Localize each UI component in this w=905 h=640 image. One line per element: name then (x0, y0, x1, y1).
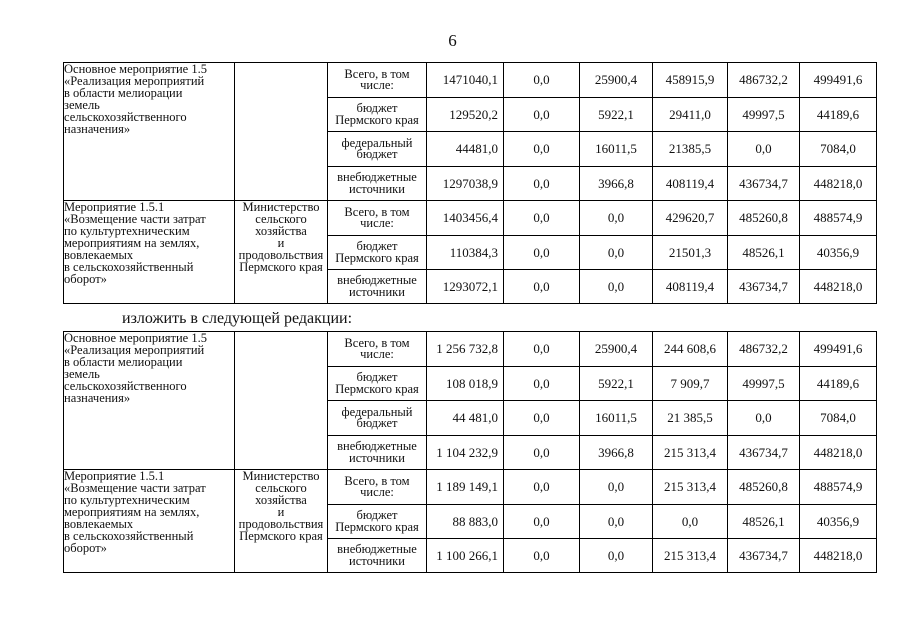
text-line: «Возмещение части затрат (64, 212, 206, 226)
text-line: бюджет (356, 370, 398, 384)
amount-cell: 436734,7 (728, 436, 800, 470)
amount-cell: 486732,2 (728, 332, 800, 367)
table-row (64, 332, 877, 367)
amount-cell: 0,0 (728, 132, 800, 167)
amount-cell: 448218,0 (800, 167, 877, 201)
amount-cell: 1 189 149,1 (427, 470, 504, 505)
amount-cell: 0,0 (580, 539, 653, 573)
executor-cell (235, 470, 328, 573)
measure-name-cell (64, 201, 235, 304)
text-line: «Возмещение части затрат (64, 481, 206, 495)
text-line: внебюджетные (337, 542, 417, 556)
amount-cell: 1293072,1 (427, 270, 504, 304)
funding-source-cell (328, 470, 427, 505)
text-line: назначения» (64, 391, 131, 405)
text-line: бюджет (356, 508, 398, 522)
amount-cell: 7084,0 (800, 401, 877, 436)
table-row (64, 201, 877, 236)
amount-cell: 485260,8 (728, 470, 800, 505)
funding-source-cell (328, 367, 427, 401)
amount-cell: 49997,5 (728, 98, 800, 132)
amount-cell: 0,0 (504, 270, 580, 304)
amount-cell: 436734,7 (728, 539, 800, 573)
text-line: сельского (255, 481, 307, 495)
text-line: источники (349, 450, 405, 465)
text-line: источники (349, 553, 405, 568)
funding-source-cell (328, 63, 427, 98)
amount-cell: 436734,7 (728, 270, 800, 304)
text-line: Мероприятие 1.5.1 (64, 469, 165, 483)
text-line: «Реализация мероприятий (64, 343, 205, 357)
amount-cell: 215 313,4 (653, 539, 728, 573)
text-line: земель (64, 98, 100, 112)
amount-cell: 0,0 (504, 132, 580, 167)
text-line: вовлекаемых (64, 517, 134, 531)
amount-cell: 488574,9 (800, 201, 877, 236)
text-line: бюджет (356, 239, 398, 253)
amount-cell: 48526,1 (728, 236, 800, 270)
funding-source-cell (328, 539, 427, 573)
amount-cell: 1471040,1 (427, 63, 504, 98)
amount-cell: 488574,9 (800, 470, 877, 505)
text-line: Пермского края (239, 529, 323, 543)
text-line: бюджет (356, 101, 398, 115)
text-line: сельскохозяйственного (64, 110, 187, 124)
text-line: хозяйства (255, 493, 307, 507)
text-line: в сельскохозяйственный (64, 260, 194, 274)
amount-cell: 1 256 732,8 (427, 332, 504, 367)
funding-source-cell (328, 436, 427, 470)
amount-cell: 21385,5 (653, 132, 728, 167)
amount-cell: 0,0 (504, 401, 580, 436)
amount-cell: 0,0 (728, 401, 800, 436)
amount-cell: 215 313,4 (653, 470, 728, 505)
amount-cell: 25900,4 (580, 63, 653, 98)
text-line: внебюджетные (337, 439, 417, 453)
amount-cell: 44189,6 (800, 98, 877, 132)
amount-cell: 1 104 232,9 (427, 436, 504, 470)
amount-cell: 499491,6 (800, 332, 877, 367)
text-line: продовольствия (238, 517, 324, 531)
text-line: Министерство (242, 200, 320, 214)
text-line: Пермского края (239, 260, 323, 274)
funding-source-cell (328, 401, 427, 436)
amount-cell: 44481,0 (427, 132, 504, 167)
amount-cell: 49997,5 (728, 367, 800, 401)
amount-cell: 215 313,4 (653, 436, 728, 470)
amount-cell: 5922,1 (580, 367, 653, 401)
revision-caption: изложить в следующей редакции: (122, 310, 353, 327)
text-line: Министерство (242, 469, 320, 483)
text-line: и (277, 236, 285, 250)
text-line: мероприятиям на землях, (64, 236, 200, 250)
table-row (64, 470, 877, 505)
amount-cell: 48526,1 (728, 505, 800, 539)
text-line: внебюджетные (337, 273, 417, 287)
amount-cell: 44 481,0 (427, 401, 504, 436)
amount-cell: 0,0 (504, 505, 580, 539)
text-line: по культуртехническим (64, 493, 190, 507)
amount-cell: 5922,1 (580, 98, 653, 132)
budget-table-old (63, 62, 877, 304)
amount-cell: 0,0 (504, 332, 580, 367)
text-line: оборот» (64, 541, 107, 555)
text-line: Пермского края (335, 381, 419, 396)
text-line: мероприятиям на землях, (64, 505, 200, 519)
amount-cell: 448218,0 (800, 270, 877, 304)
text-line: Мероприятие 1.5.1 (64, 200, 165, 214)
text-line: и (277, 505, 285, 519)
text-line: Всего, в том (344, 66, 410, 81)
text-line: числе: (360, 347, 394, 361)
funding-source-cell (328, 332, 427, 367)
funding-source-cell (328, 167, 427, 201)
text-line: источники (349, 284, 405, 299)
measure-name-cell (64, 63, 235, 201)
executor-cell (235, 201, 328, 304)
amount-cell: 16011,5 (580, 401, 653, 436)
amount-cell: 448218,0 (800, 539, 877, 573)
amount-cell: 448218,0 (800, 436, 877, 470)
amount-cell: 0,0 (504, 167, 580, 201)
amount-cell: 25900,4 (580, 332, 653, 367)
amount-cell: 29411,0 (653, 98, 728, 132)
text-line: Основное мероприятие 1.5 (64, 331, 207, 345)
amount-cell: 486732,2 (728, 63, 800, 98)
amount-cell: 429620,7 (653, 201, 728, 236)
text-line: Основное мероприятие 1.5 (64, 62, 207, 76)
text-line: в сельскохозяйственный (64, 529, 194, 543)
amount-cell: 3966,8 (580, 436, 653, 470)
text-line: числе: (360, 78, 394, 92)
text-line: федеральный (341, 135, 413, 150)
text-line: сельского (255, 212, 307, 226)
text-line: назначения» (64, 122, 131, 136)
text-line: Всего, в том (344, 204, 410, 219)
text-line: по культуртехническим (64, 224, 190, 238)
amount-cell: 0,0 (580, 270, 653, 304)
funding-source-cell (328, 270, 427, 304)
text-line: числе: (360, 485, 394, 499)
amount-cell: 16011,5 (580, 132, 653, 167)
amount-cell: 44189,6 (800, 367, 877, 401)
text-line: вовлекаемых (64, 248, 134, 262)
funding-source-cell (328, 132, 427, 167)
amount-cell: 0,0 (580, 236, 653, 270)
text-line: земель (64, 367, 100, 381)
amount-cell: 244 608,6 (653, 332, 728, 367)
amount-cell: 499491,6 (800, 63, 877, 98)
text-line: оборот» (64, 272, 107, 286)
amount-cell: 3966,8 (580, 167, 653, 201)
text-line: сельскохозяйственного (64, 379, 187, 393)
text-line: источники (349, 181, 405, 196)
table-row (64, 63, 877, 98)
amount-cell: 1 100 266,1 (427, 539, 504, 573)
text-line: хозяйства (255, 224, 307, 238)
amount-cell: 408119,4 (653, 167, 728, 201)
amount-cell: 436734,7 (728, 167, 800, 201)
text-line: в области мелиорации (64, 86, 183, 100)
amount-cell: 21 385,5 (653, 401, 728, 436)
amount-cell: 1403456,4 (427, 201, 504, 236)
text-line: продовольствия (238, 248, 324, 262)
amount-cell: 0,0 (504, 436, 580, 470)
funding-source-cell (328, 505, 427, 539)
text-line: бюджет (356, 147, 398, 161)
text-line: внебюджетные (337, 170, 417, 184)
amount-cell: 40356,9 (800, 505, 877, 539)
text-line: Пермского края (335, 112, 419, 127)
amount-cell: 0,0 (504, 539, 580, 573)
amount-cell: 408119,4 (653, 270, 728, 304)
amount-cell: 110384,3 (427, 236, 504, 270)
measure-name-cell (64, 470, 235, 573)
amount-cell: 0,0 (504, 236, 580, 270)
amount-cell: 7084,0 (800, 132, 877, 167)
text-line: Всего, в том (344, 335, 410, 350)
funding-source-cell (328, 98, 427, 132)
text-line: «Реализация мероприятий (64, 74, 205, 88)
text-line: Пермского края (335, 250, 419, 265)
amount-cell: 0,0 (580, 470, 653, 505)
amount-cell: 485260,8 (728, 201, 800, 236)
text-line: федеральный (341, 404, 413, 419)
executor-cell (235, 332, 328, 470)
amount-cell: 0,0 (653, 505, 728, 539)
amount-cell: 7 909,7 (653, 367, 728, 401)
amount-cell: 0,0 (580, 505, 653, 539)
amount-cell: 0,0 (504, 470, 580, 505)
budget-table-new (63, 331, 877, 573)
amount-cell: 40356,9 (800, 236, 877, 270)
amount-cell: 1297038,9 (427, 167, 504, 201)
page-number: 6 (448, 31, 457, 50)
amount-cell: 0,0 (580, 201, 653, 236)
amount-cell: 0,0 (504, 367, 580, 401)
amount-cell: 0,0 (504, 201, 580, 236)
amount-cell: 458915,9 (653, 63, 728, 98)
amount-cell: 129520,2 (427, 98, 504, 132)
text-line: числе: (360, 216, 394, 230)
text-line: Пермского края (335, 519, 419, 534)
executor-cell (235, 63, 328, 201)
funding-source-cell (328, 201, 427, 236)
text-line: бюджет (356, 416, 398, 430)
amount-cell: 0,0 (504, 63, 580, 98)
amount-cell: 88 883,0 (427, 505, 504, 539)
text-line: в области мелиорации (64, 355, 183, 369)
measure-name-cell (64, 332, 235, 470)
amount-cell: 0,0 (504, 98, 580, 132)
funding-source-cell (328, 236, 427, 270)
text-line: Всего, в том (344, 473, 410, 488)
amount-cell: 108 018,9 (427, 367, 504, 401)
amount-cell: 21501,3 (653, 236, 728, 270)
